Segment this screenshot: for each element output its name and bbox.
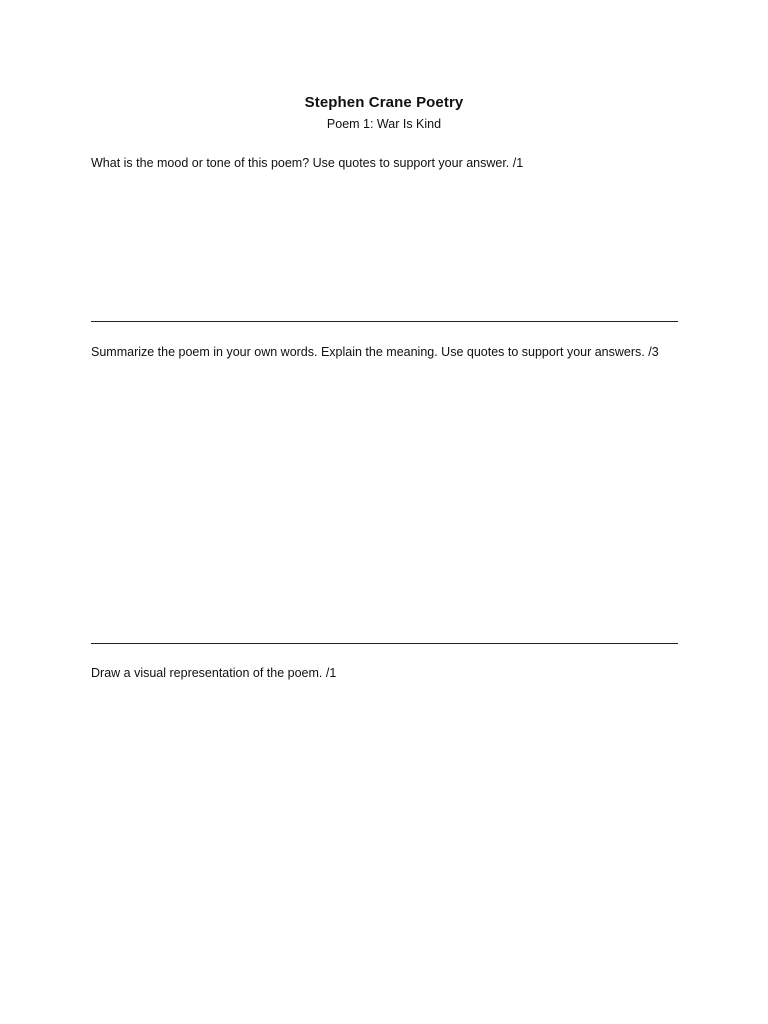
- answer-divider-1: [91, 321, 678, 322]
- worksheet-title: Stephen Crane Poetry: [304, 94, 464, 111]
- answer-divider-2: [91, 643, 678, 644]
- question-3-prompt: Draw a visual representation of the poem. /1: [91, 666, 337, 680]
- question-1-prompt: What is the mood or tone of this poem? Use quotes to support your answer. /1: [91, 156, 524, 170]
- worksheet-subtitle: Poem 1: War Is Kind: [326, 117, 442, 131]
- question-2-prompt: Summarize the poem in your own words. Explain the meaning. Use quotes to support your answers. /3: [91, 345, 659, 359]
